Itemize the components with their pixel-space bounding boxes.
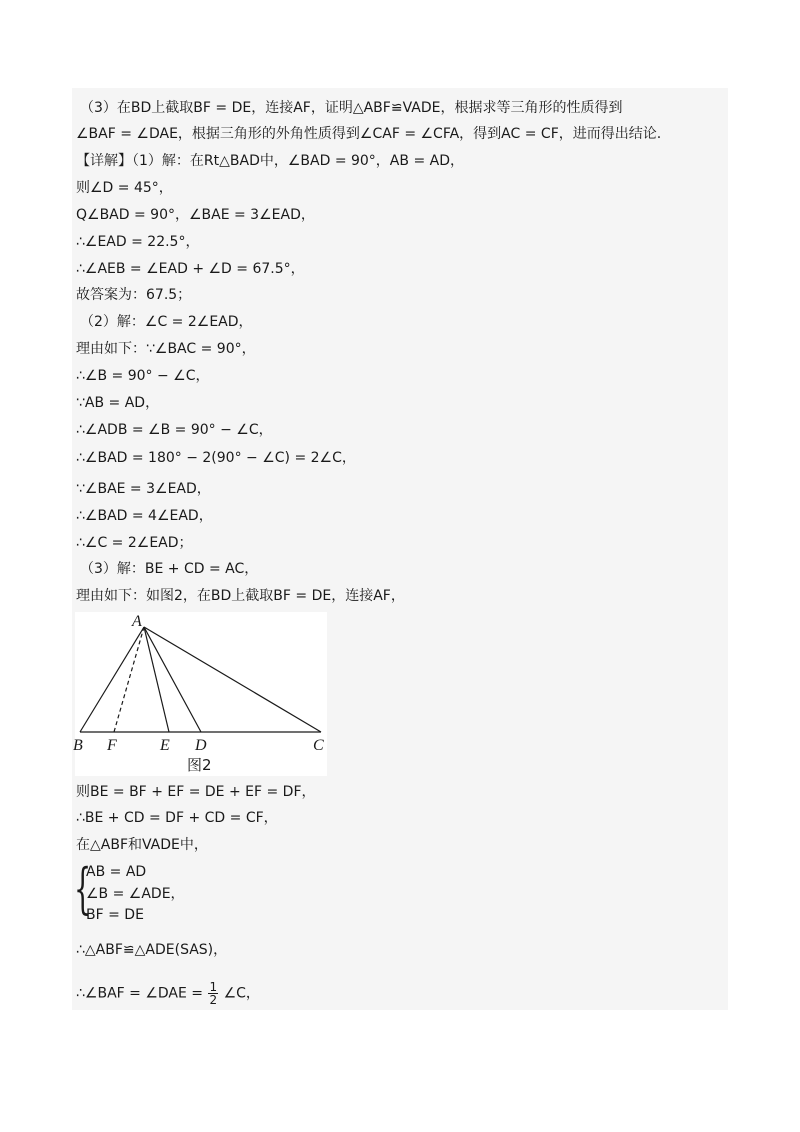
- text-line: ∴△ABF≌△ADE(SAS)，: [76, 942, 228, 958]
- point-label-f: F: [107, 737, 117, 754]
- text-line: ∴∠BAD = 180° − 2(90° − ∠C) = 2∠C，: [76, 450, 356, 466]
- system-line: BF = DE: [86, 907, 144, 923]
- point-label-e: E: [160, 737, 170, 754]
- text-line: ∴BE + CD = DF + CD = CF，: [76, 810, 278, 826]
- text-line: （3）解：BE + CD = AC，: [80, 561, 259, 577]
- text-line: ∴∠EAD = 22.5°，: [76, 234, 200, 250]
- text-line: ∴∠C = 2∠EAD；: [76, 535, 193, 551]
- text-line: 则∠D = 45°，: [76, 180, 173, 196]
- text-line: 故答案为：67.5；: [76, 287, 192, 303]
- segment-ad: [144, 627, 201, 732]
- point-label-c: C: [313, 737, 324, 754]
- fraction-one-half: [208, 981, 218, 1006]
- segment-ac: [144, 627, 321, 732]
- fraction-trail-text: ∠C，: [223, 985, 260, 1002]
- geometry-figure: [75, 612, 327, 776]
- text-line: 【详解】（1）解：在Rt△BAD中，∠BAD = 90°，AB = AD，: [76, 153, 464, 169]
- text-line: （2）解：∠C = 2∠EAD，: [80, 314, 253, 330]
- point-label-b: B: [73, 737, 83, 754]
- segment-af-dashed: [114, 627, 144, 732]
- fraction-lead-text: ∴∠BAF = ∠DAE =: [76, 985, 204, 1002]
- text-line: ∴∠ADB = ∠B = 90° − ∠C，: [76, 422, 273, 438]
- figure-caption: 图2: [187, 756, 212, 774]
- point-label-a: A: [132, 613, 142, 630]
- system-line: ∠B = ∠ADE，: [86, 886, 185, 902]
- text-line: ∴∠BAD = 4∠EAD，: [76, 508, 213, 524]
- text-line: ∠BAF = ∠DAE，根据三角形的外角性质得到∠CAF = ∠CFA，得到AC = CF，进而得出结论.: [76, 126, 662, 142]
- fraction-numerator: 1: [209, 980, 218, 994]
- text-line: ∴∠B = 90° − ∠C，: [76, 368, 210, 384]
- text-line: ∵AB = AD，: [76, 395, 160, 411]
- text-line: （3）在BD上截取BF = DE，连接AF，证明△ABF≌VADE，根据求等三角形的性质得到: [80, 100, 623, 116]
- system-brace: {: [74, 857, 92, 920]
- system-line: AB = AD: [86, 864, 147, 880]
- text-line: 理由如下：如图2，在BD上截取BF = DE，连接AF，: [76, 588, 405, 604]
- triangle-diagram: [75, 612, 327, 776]
- text-line: ∴∠AEB = ∠EAD + ∠D = 67.5°，: [76, 261, 305, 277]
- segment-ab: [80, 627, 144, 732]
- fraction-denominator: 2: [209, 993, 218, 1007]
- segment-ae: [144, 627, 169, 732]
- text-line: 则BE = BF + EF = DE + EF = DF，: [76, 784, 316, 800]
- text-line-with-fraction: [76, 981, 260, 1006]
- text-line: ∵∠BAE = 3∠EAD，: [76, 481, 211, 497]
- text-line: Q∠BAD = 90°，∠BAE = 3∠EAD，: [76, 207, 315, 223]
- text-line: 在△ABF和VADE中，: [76, 837, 208, 853]
- text-line: 理由如下：∵∠BAC = 90°，: [76, 341, 256, 357]
- point-label-d: D: [195, 737, 207, 754]
